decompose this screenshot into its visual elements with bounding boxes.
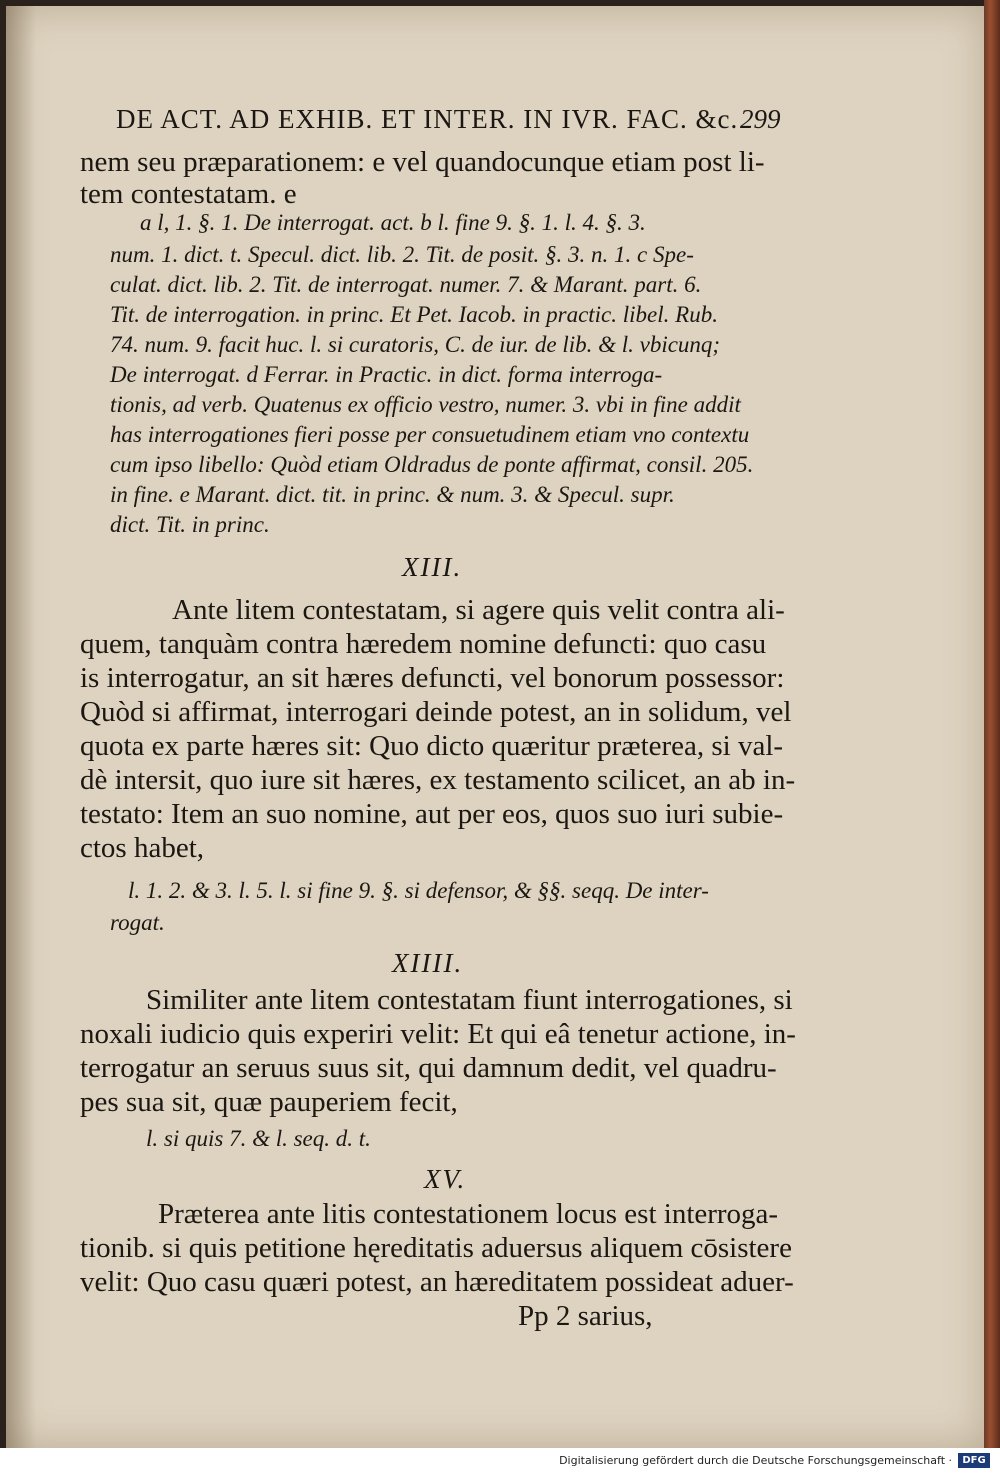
section-number: XV. <box>424 1164 467 1194</box>
text-line: is interrogatur, an sit hæres defuncti, vel bonorum possessor: <box>80 662 785 694</box>
text-line: noxali iudicio quis experiri velit: Et qui eâ tenetur actione, in- <box>80 1018 796 1050</box>
text-line: quem, tanquàm contra hæredem nomine defuncti: quo casu <box>80 628 767 660</box>
page-number: 299 <box>740 104 781 134</box>
catchword-line: Pp 2 sarius, <box>518 1300 653 1332</box>
section-number: XIIII. <box>392 948 464 978</box>
footnote-line: 74. num. 9. facit huc. l. si curatoris, C. de iur. de lib. & l. vbicunq; <box>110 332 721 357</box>
text-line: Ante litem contestatam, si agere quis velit contra ali- <box>172 594 785 626</box>
text-line: quota ex parte hæres sit: Quo dicto quæritur præterea, si val- <box>80 730 784 762</box>
text-line: Præterea ante litis contestationem locus est interroga- <box>158 1198 779 1230</box>
footnote-line: l. si quis 7. & l. seq. d. t. <box>146 1126 371 1151</box>
section-number: XIII. <box>402 552 463 582</box>
footnote-line: De interrogat. d Ferrar. in Practic. in dict. forma interroga- <box>110 362 663 387</box>
running-head: DE ACT. AD EXHIB. ET INTER. IN IVR. FAC. &c. <box>116 104 739 134</box>
footnote-line: a l, 1. §. 1. De interrogat. act. b l. fine 9. §. 1. l. 4. §. 3. <box>140 210 646 235</box>
footnote-line: l. 1. 2. & 3. l. 5. l. si fine 9. §. si defensor, & §§. seqq. De inter- <box>128 878 709 903</box>
text-line: pes sua sit, quæ pauperiem fecit, <box>80 1086 458 1118</box>
footnote-line: rogat. <box>110 910 165 935</box>
text-line: velit: Quo casu quæri potest, an hæreditatem possideat aduer- <box>80 1266 794 1298</box>
footnote-line: in fine. e Marant. dict. tit. in princ. & num. 3. & Specul. supr. <box>110 482 675 507</box>
text-line: Similiter ante litem contestatam fiunt interrogationes, si <box>146 984 793 1016</box>
footnote-line: has interrogationes fieri posse per consuetudinem etiam vno contextu <box>110 422 750 447</box>
footnote-line: Tit. de interrogation. in princ. Et Pet. Iacob. in practic. libel. Rub. <box>110 302 718 327</box>
page-gutter <box>6 6 36 1448</box>
digitization-footer <box>0 1448 1000 1474</box>
text-line: Quòd si affirmat, interrogari deinde potest, an in solidum, vel <box>80 696 792 728</box>
text-line: ctos habet, <box>80 832 205 864</box>
dfg-logo-icon: DFG <box>958 1453 990 1468</box>
book-edge <box>984 0 1000 1448</box>
text-line: nem seu præparationem: e vel quandocunque etiam post li- <box>80 146 765 178</box>
footnote-line: num. 1. dict. t. Specul. dict. lib. 2. Tit. de posit. §. 3. n. 1. c Spe- <box>110 242 694 267</box>
footnote-line: culat. dict. lib. 2. Tit. de interrogat. numer. 7. & Marant. part. 6. <box>110 272 702 297</box>
footnote-line: tionis, ad verb. Quatenus ex officio vestro, numer. 3. vbi in fine addit <box>110 392 741 417</box>
footnote-line: dict. Tit. in princ. <box>110 512 270 537</box>
footer-credit: Digitalisierung gefördert durch die Deutsche Forschungsgemeinschaft · <box>559 1454 952 1467</box>
text-line: tem contestatam. e <box>80 178 297 210</box>
text-line: testato: Item an suo nomine, aut per eos, quos suo iuri subie- <box>80 798 784 830</box>
text-line: terrogatur an seruus suus sit, qui damnum dedit, vel quadru- <box>80 1052 777 1084</box>
text-line: dè intersit, quo iure sit hæres, ex testamento scilicet, an ab in- <box>80 764 796 796</box>
footnote-line: cum ipso libello: Quòd etiam Oldradus de ponte affirmat, consil. 205. <box>110 452 754 477</box>
text-line: tionib. si quis petitione hęreditatis aduersus aliquem cōsistere <box>80 1232 792 1264</box>
